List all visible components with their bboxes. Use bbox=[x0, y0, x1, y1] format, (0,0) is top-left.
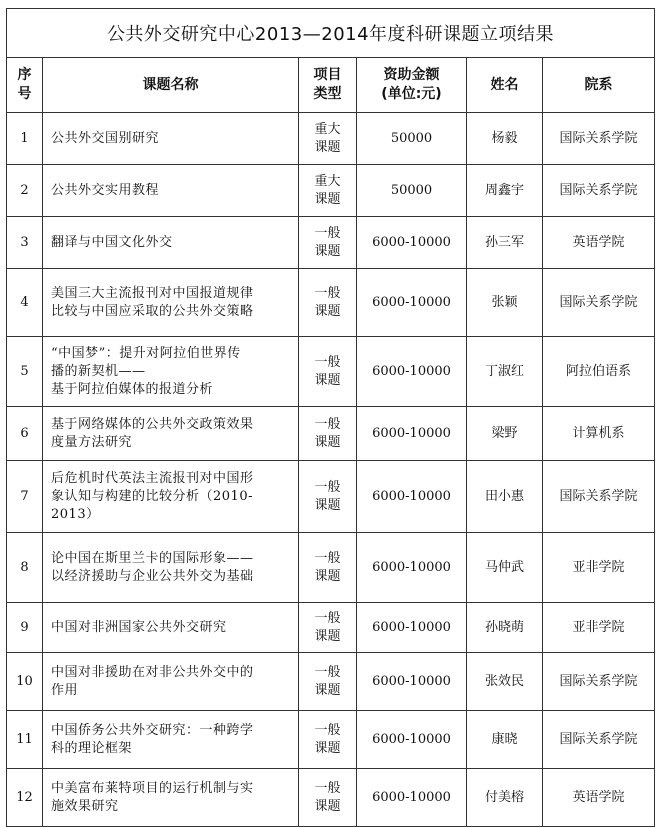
project-name-line: 象认知与构建的比较分析（2010- bbox=[51, 488, 253, 504]
project-name-line: 中国对非洲国家公共外交研究 bbox=[51, 619, 227, 635]
row-project-name bbox=[43, 603, 299, 653]
row-dept: 亚非学院 bbox=[543, 603, 655, 653]
project-name-line: 论中国在斯里兰卡的国际形象—— bbox=[51, 550, 254, 566]
project-type-line: 课题 bbox=[314, 497, 341, 513]
row-project-name bbox=[43, 217, 299, 269]
row-amount: 6000-10000 bbox=[357, 711, 467, 769]
table-row bbox=[7, 165, 655, 217]
header-index-line: 序 bbox=[17, 67, 32, 83]
row-person: 孙三军 bbox=[467, 217, 543, 269]
row-person: 付美榕 bbox=[467, 769, 543, 827]
project-type-line: 一般 bbox=[314, 780, 341, 796]
row-index: 3 bbox=[7, 217, 43, 269]
row-person: 杨毅 bbox=[467, 113, 543, 165]
table-row bbox=[7, 461, 655, 533]
row-project-name bbox=[43, 269, 299, 337]
row-project-name bbox=[43, 165, 299, 217]
row-project-type bbox=[299, 603, 357, 653]
project-type-line: 一般 bbox=[314, 225, 341, 241]
row-person: 田小惠 bbox=[467, 461, 543, 533]
project-type-line: 重大 bbox=[314, 173, 341, 189]
table-row bbox=[7, 407, 655, 461]
row-index: 7 bbox=[7, 461, 43, 533]
row-dept: 计算机系 bbox=[543, 407, 655, 461]
row-project-name bbox=[43, 711, 299, 769]
row-person: 丁淑红 bbox=[467, 337, 543, 407]
row-dept: 亚非学院 bbox=[543, 533, 655, 603]
row-amount: 6000-10000 bbox=[357, 653, 467, 711]
project-type-line: 一般 bbox=[314, 610, 341, 626]
project-name-line: 施效果研究 bbox=[51, 798, 119, 814]
row-project-type bbox=[299, 533, 357, 603]
row-project-name bbox=[43, 533, 299, 603]
row-index: 4 bbox=[7, 269, 43, 337]
row-project-type bbox=[299, 165, 357, 217]
project-name-line: 科的理论框架 bbox=[51, 740, 133, 756]
row-person: 周鑫宇 bbox=[467, 165, 543, 217]
table-row bbox=[7, 113, 655, 165]
project-type-line: 课题 bbox=[314, 243, 341, 259]
project-name-line: 播的新契机—— bbox=[51, 363, 146, 379]
row-index: 5 bbox=[7, 337, 43, 407]
row-project-name bbox=[43, 407, 299, 461]
project-type-line: 一般 bbox=[314, 479, 341, 495]
project-name-line: 基于阿拉伯媒体的报道分析 bbox=[51, 381, 214, 397]
row-person: 张效民 bbox=[467, 653, 543, 711]
row-amount: 6000-10000 bbox=[357, 407, 467, 461]
header-dept: 院系 bbox=[543, 58, 655, 113]
table-row bbox=[7, 533, 655, 603]
row-index: 6 bbox=[7, 407, 43, 461]
results-table bbox=[6, 8, 655, 827]
table-row bbox=[7, 603, 655, 653]
table-row bbox=[7, 337, 655, 407]
table-title: 公共外交研究中心2013—2014年度科研课题立项结果 bbox=[7, 9, 655, 58]
table-row bbox=[7, 769, 655, 827]
header-amount-line: (单位:元) bbox=[381, 86, 442, 102]
row-amount: 6000-10000 bbox=[357, 603, 467, 653]
project-name-line: 中国对非援助在对非公共外交中的 bbox=[51, 664, 254, 680]
document-sheet bbox=[6, 8, 654, 827]
row-dept: 国际关系学院 bbox=[543, 165, 655, 217]
project-name-line: 基于网络媒体的公共外交政策效果 bbox=[51, 416, 254, 432]
project-type-line: 课题 bbox=[314, 303, 341, 319]
row-amount: 6000-10000 bbox=[357, 769, 467, 827]
table-body bbox=[7, 113, 655, 827]
row-project-type bbox=[299, 711, 357, 769]
row-project-type bbox=[299, 769, 357, 827]
header-index-line: 号 bbox=[17, 86, 32, 102]
project-type-line: 一般 bbox=[314, 416, 341, 432]
project-type-line: 课题 bbox=[314, 434, 341, 450]
project-type-line: 课题 bbox=[314, 372, 341, 388]
row-dept: 英语学院 bbox=[543, 217, 655, 269]
project-type-line: 课题 bbox=[314, 798, 341, 814]
project-type-line: 课题 bbox=[314, 568, 341, 584]
row-amount: 6000-10000 bbox=[357, 533, 467, 603]
row-amount: 6000-10000 bbox=[357, 217, 467, 269]
row-person: 马仲武 bbox=[467, 533, 543, 603]
project-type-line: 课题 bbox=[314, 191, 341, 207]
header-type-line: 项目 bbox=[313, 67, 342, 83]
row-project-type bbox=[299, 217, 357, 269]
project-type-line: 课题 bbox=[314, 740, 341, 756]
row-dept: 英语学院 bbox=[543, 769, 655, 827]
table-row bbox=[7, 269, 655, 337]
project-name-line: 公共外交实用教程 bbox=[51, 182, 160, 198]
project-type-line: 一般 bbox=[314, 354, 341, 370]
project-type-line: 一般 bbox=[314, 550, 341, 566]
project-name-line: 度量方法研究 bbox=[51, 434, 133, 450]
project-name-line: 翻译与中国文化外交 bbox=[51, 234, 173, 250]
row-amount: 50000 bbox=[357, 113, 467, 165]
row-person: 梁野 bbox=[467, 407, 543, 461]
row-amount: 50000 bbox=[357, 165, 467, 217]
row-project-type bbox=[299, 407, 357, 461]
row-index: 10 bbox=[7, 653, 43, 711]
row-amount: 6000-10000 bbox=[357, 269, 467, 337]
project-name-line: “中国梦”：提升对阿拉伯世界传 bbox=[51, 345, 241, 361]
row-amount: 6000-10000 bbox=[357, 461, 467, 533]
header-type bbox=[299, 58, 357, 113]
table-row bbox=[7, 653, 655, 711]
row-dept: 阿拉伯语系 bbox=[543, 337, 655, 407]
row-index: 9 bbox=[7, 603, 43, 653]
project-type-line: 课题 bbox=[314, 682, 341, 698]
project-name-line: 作用 bbox=[51, 682, 79, 698]
project-name-line: 以经济援助与企业公共外交为基础 bbox=[51, 568, 254, 584]
title-row bbox=[7, 9, 655, 58]
header-name: 课题名称 bbox=[43, 58, 299, 113]
project-name-line: 美国三大主流报刊对中国报道规律 bbox=[51, 285, 254, 301]
project-name-line: 后危机时代英法主流报刊对中国形 bbox=[51, 470, 254, 486]
row-project-name bbox=[43, 769, 299, 827]
row-person: 孙晓萌 bbox=[467, 603, 543, 653]
project-type-line: 一般 bbox=[314, 664, 341, 680]
row-project-name bbox=[43, 113, 299, 165]
row-person: 康晓 bbox=[467, 711, 543, 769]
row-project-type bbox=[299, 269, 357, 337]
header-type-line: 类型 bbox=[313, 86, 342, 102]
row-project-type bbox=[299, 337, 357, 407]
project-name-line: 2013） bbox=[51, 506, 100, 522]
row-project-type bbox=[299, 113, 357, 165]
project-name-line: 公共外交国别研究 bbox=[51, 130, 160, 146]
header-amount bbox=[357, 58, 467, 113]
row-index: 1 bbox=[7, 113, 43, 165]
row-amount: 6000-10000 bbox=[357, 337, 467, 407]
project-name-line: 中国侨务公共外交研究：一种跨学 bbox=[51, 722, 254, 738]
header-person: 姓名 bbox=[467, 58, 543, 113]
row-index: 12 bbox=[7, 769, 43, 827]
row-project-type bbox=[299, 461, 357, 533]
table-row bbox=[7, 711, 655, 769]
row-dept: 国际关系学院 bbox=[543, 653, 655, 711]
project-type-line: 课题 bbox=[314, 139, 341, 155]
header-index bbox=[7, 58, 43, 113]
row-project-name bbox=[43, 337, 299, 407]
header-amount-line: 资助金额 bbox=[383, 67, 440, 83]
row-project-name bbox=[43, 461, 299, 533]
row-project-name bbox=[43, 653, 299, 711]
row-dept: 国际关系学院 bbox=[543, 269, 655, 337]
project-name-line: 比较与中国应采取的公共外交策略 bbox=[51, 303, 254, 319]
row-person: 张颖 bbox=[467, 269, 543, 337]
row-project-type bbox=[299, 653, 357, 711]
project-type-line: 一般 bbox=[314, 285, 341, 301]
project-type-line: 重大 bbox=[314, 121, 341, 137]
row-dept: 国际关系学院 bbox=[543, 711, 655, 769]
row-dept: 国际关系学院 bbox=[543, 461, 655, 533]
row-dept: 国际关系学院 bbox=[543, 113, 655, 165]
row-index: 8 bbox=[7, 533, 43, 603]
row-index: 2 bbox=[7, 165, 43, 217]
row-index: 11 bbox=[7, 711, 43, 769]
table-row bbox=[7, 217, 655, 269]
project-name-line: 中美富布莱特项目的运行机制与实 bbox=[51, 780, 254, 796]
header-row bbox=[7, 58, 655, 113]
project-type-line: 课题 bbox=[314, 628, 341, 644]
project-type-line: 一般 bbox=[314, 722, 341, 738]
